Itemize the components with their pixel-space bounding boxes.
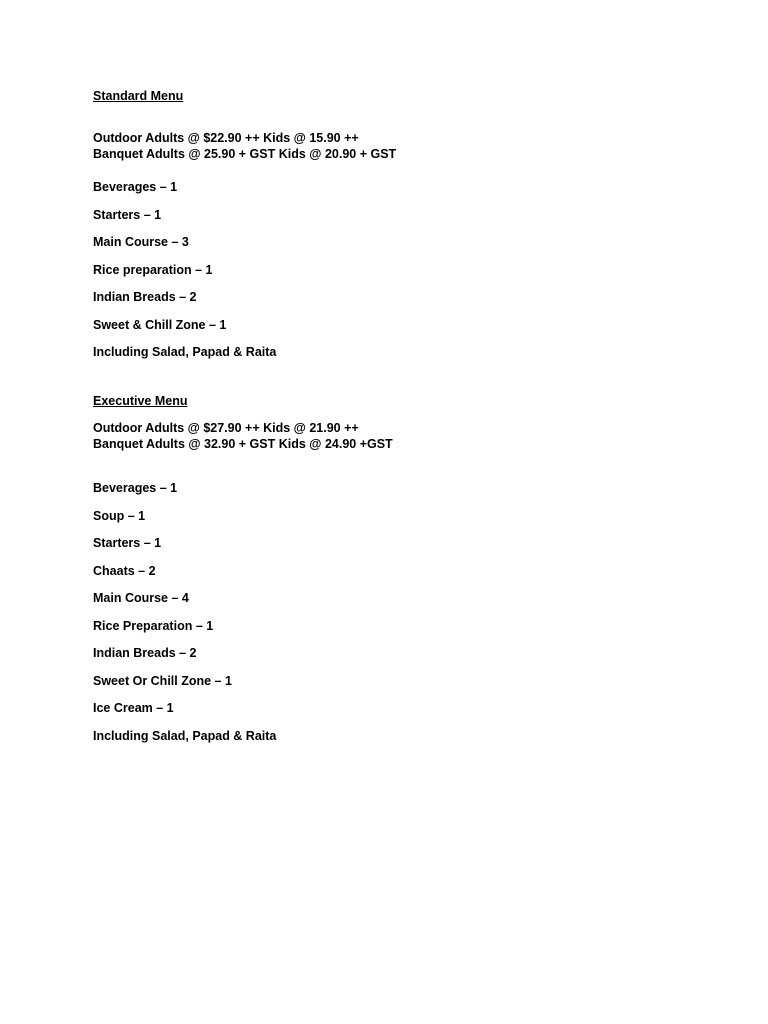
executive-item-starters: Starters – 1 bbox=[93, 536, 162, 550]
executive-menu-prices bbox=[93, 420, 693, 452]
standard-item-main-course: Main Course – 3 bbox=[93, 235, 189, 249]
standard-item-sweet: Sweet & Chill Zone – 1 bbox=[93, 317, 227, 332]
executive-item-beverages: Beverages – 1 bbox=[93, 481, 178, 495]
executive-item-soup: Soup – 1 bbox=[93, 508, 146, 523]
executive-menu-title: Executive Menu bbox=[93, 394, 188, 408]
executive-item-rice: Rice Preparation – 1 bbox=[93, 618, 214, 633]
executive-banquet-price: Banquet Adults @ 32.90 + GST Kids @ 24.90 +GST bbox=[93, 437, 393, 451]
executive-outdoor-price: Outdoor Adults @ $27.90 ++ Kids @ 21.90 ++ bbox=[93, 421, 359, 435]
executive-item-chaats: Chaats – 2 bbox=[93, 563, 156, 578]
executive-item-main-course: Main Course – 4 bbox=[93, 591, 189, 605]
document-page bbox=[93, 88, 693, 755]
standard-item-including: Including Salad, Papad & Raita bbox=[93, 345, 277, 359]
standard-outdoor-price: Outdoor Adults @ $22.90 ++ Kids @ 15.90 ++ bbox=[93, 131, 359, 145]
executive-item-ice-cream: Ice Cream – 1 bbox=[93, 701, 174, 715]
standard-item-rice: Rice preparation – 1 bbox=[93, 262, 213, 277]
executive-item-including: Including Salad, Papad & Raita bbox=[93, 728, 277, 743]
executive-item-sweet: Sweet Or Chill Zone – 1 bbox=[93, 673, 232, 688]
standard-item-breads: Indian Breads – 2 bbox=[93, 290, 197, 304]
executive-item-breads: Indian Breads – 2 bbox=[93, 646, 197, 660]
standard-item-beverages: Beverages – 1 bbox=[93, 180, 178, 194]
standard-menu-title: Standard Menu bbox=[93, 89, 184, 103]
standard-menu-items bbox=[93, 179, 693, 360]
standard-menu-prices bbox=[93, 130, 693, 162]
executive-menu-items bbox=[93, 480, 693, 744]
standard-banquet-price: Banquet Adults @ 25.90 + GST Kids @ 20.90 + GST bbox=[93, 147, 397, 161]
standard-item-starters: Starters – 1 bbox=[93, 207, 162, 222]
